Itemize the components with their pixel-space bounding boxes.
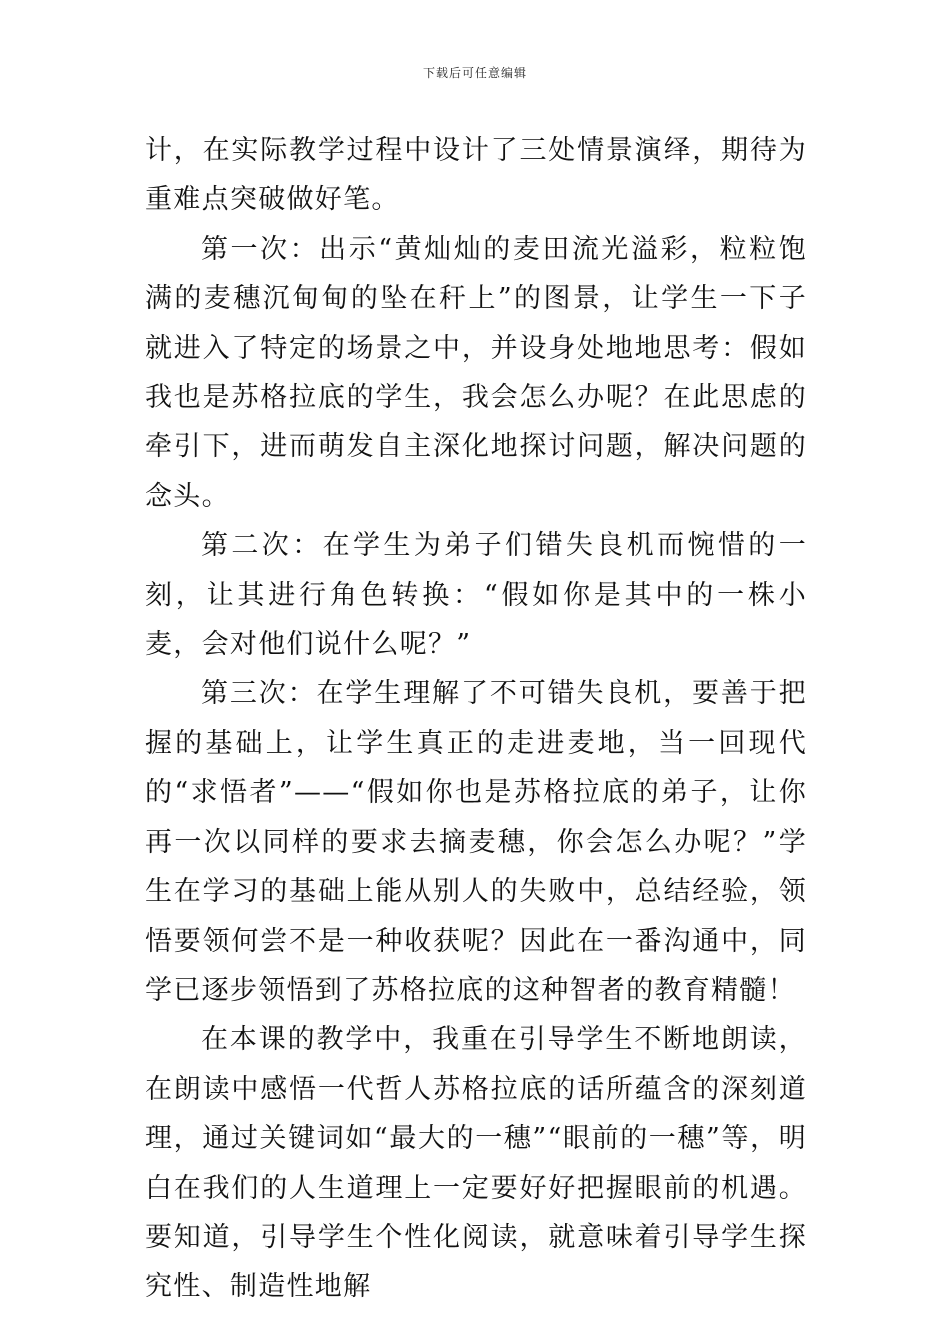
body-text: [145, 126, 807, 1312]
paragraph-second-scenario: 第二次：在学生为弟子们错失良机而惋惜的一刻，让其进行角色转换：“假如你是其中的一株小麦，会对他们说什么呢？”: [145, 530, 807, 661]
paragraph-third-scenario: 第三次：在学生理解了不可错失良机，要善于把握的基础上，让学生真正的走进麦地，当一回现代的“求悟者”——“假如你也是苏格拉底的弟子，让你再一次以同样的要求去摘麦穗，你会怎么办呢？”学生在学习的基础上能从别人的失败中，总结经验，领悟要领何尝不是一种收获呢？因此在一番沟通中，同学已逐步领悟到了苏格拉底的这种智者的教育精髓！: [145, 678, 807, 1006]
page-header: 下载后可任意编辑: [422, 66, 527, 80]
paragraph-reading-guidance: 在本课的教学中，我重在引导学生不断地朗读，在朗读中感悟一代哲人苏格拉底的话所蕴含的深刻道理，通过关键词如“最大的一穗”“眼前的一穗”等，明白在我们的人生道理上一定要好好把握眼前的机遇。要知道，引导学生个性化阅读，就意味着引导学生探究性、制造性地解: [145, 1024, 807, 1303]
paragraph-continuation: 计，在实际教学过程中设计了三处情景演绎，期待为重难点突破做好笔。: [145, 135, 807, 216]
paragraph-first-scenario: 第一次：出示“黄灿灿的麦田流光溢彩，粒粒饱满的麦穗沉甸甸的坠在秆上”的图景，让学生一下子就进入了特定的场景之中，并设身处地地思考：假如我也是苏格拉底的学生，我会怎么办呢？在此思虑的牵引下，进而萌发自主深化地探讨问题，解决问题的念头。: [145, 233, 807, 512]
